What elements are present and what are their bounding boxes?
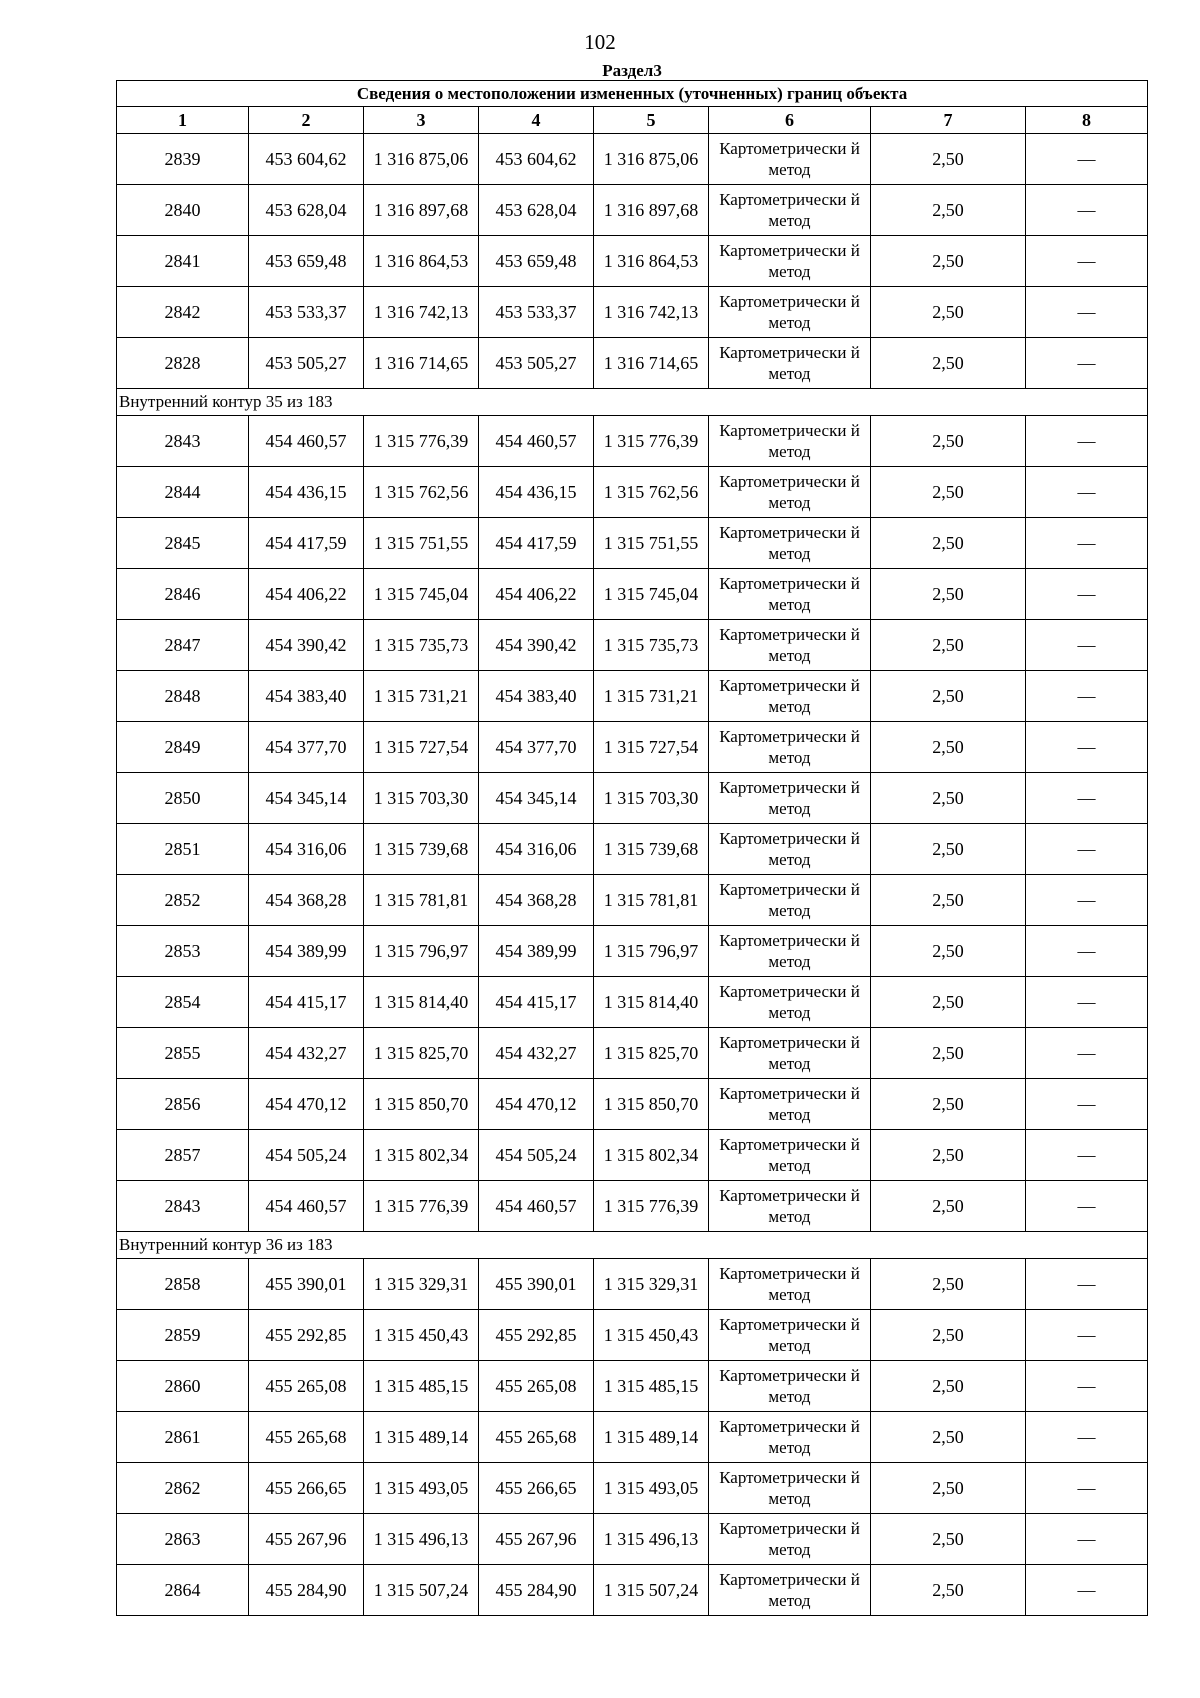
table-cell: —: [1026, 1310, 1148, 1361]
table-cell: 2864: [117, 1565, 249, 1616]
table-row: [117, 977, 1148, 1028]
table-cell: 454 316,06: [479, 824, 594, 875]
table-cell: 453 533,37: [479, 287, 594, 338]
table-cell: —: [1026, 1514, 1148, 1565]
table-cell: 1 315 796,97: [364, 926, 479, 977]
table-cell: 1 315 802,34: [364, 1130, 479, 1181]
table-cell: 1 315 825,70: [594, 1028, 709, 1079]
table-cell: 453 604,62: [479, 134, 594, 185]
table-cell: 2854: [117, 977, 249, 1028]
table-cell: 1 315 731,21: [594, 671, 709, 722]
table-cell: 455 267,96: [479, 1514, 594, 1565]
table-cell: 2852: [117, 875, 249, 926]
table-cell: 2,50: [871, 569, 1026, 620]
table-cell: 454 436,15: [479, 467, 594, 518]
table-row: [117, 1079, 1148, 1130]
table-cell: 2,50: [871, 134, 1026, 185]
table-cell: —: [1026, 569, 1148, 620]
table-cell: 2828: [117, 338, 249, 389]
table-cell: 2842: [117, 287, 249, 338]
contour-row: [117, 1232, 1148, 1259]
table-cell: 1 316 875,06: [364, 134, 479, 185]
table-cell: 1 315 825,70: [364, 1028, 479, 1079]
table-cell: 2,50: [871, 1412, 1026, 1463]
table-cell: 2841: [117, 236, 249, 287]
column-number: 7: [871, 107, 1026, 134]
table-cell: 454 470,12: [249, 1079, 364, 1130]
table-cell: 454 345,14: [249, 773, 364, 824]
table-cell: 1 315 496,13: [594, 1514, 709, 1565]
table-cell: —: [1026, 977, 1148, 1028]
table-cell: 2,50: [871, 671, 1026, 722]
table-cell: 454 368,28: [249, 875, 364, 926]
table-cell: —: [1026, 620, 1148, 671]
table-cell: 453 505,27: [249, 338, 364, 389]
table-cell: Картометрически й метод: [709, 1463, 871, 1514]
table-cell: Картометрически й метод: [709, 1028, 871, 1079]
table-cell: 2,50: [871, 620, 1026, 671]
table-cell: Картометрически й метод: [709, 773, 871, 824]
table-cell: —: [1026, 1181, 1148, 1232]
table-cell: 2853: [117, 926, 249, 977]
table-cell: 2851: [117, 824, 249, 875]
table-cell: 1 316 864,53: [364, 236, 479, 287]
table-cell: 1 315 493,05: [364, 1463, 479, 1514]
table-cell: 1 315 751,55: [364, 518, 479, 569]
table-row: [117, 671, 1148, 722]
table-cell: 455 265,68: [479, 1412, 594, 1463]
table-cell: 2,50: [871, 338, 1026, 389]
table-cell: 1 315 762,56: [594, 467, 709, 518]
table-cell: 1 315 493,05: [594, 1463, 709, 1514]
table-cell: —: [1026, 287, 1148, 338]
table-cell: 2,50: [871, 185, 1026, 236]
table-cell: 454 368,28: [479, 875, 594, 926]
table-cell: 454 417,59: [479, 518, 594, 569]
table-cell: 455 292,85: [249, 1310, 364, 1361]
table-cell: 454 460,57: [249, 416, 364, 467]
table-cell: Картометрически й метод: [709, 518, 871, 569]
table-cell: 455 265,08: [249, 1361, 364, 1412]
table-cell: 2860: [117, 1361, 249, 1412]
table-cell: 1 315 850,70: [594, 1079, 709, 1130]
table-row: [117, 1310, 1148, 1361]
table-cell: —: [1026, 1565, 1148, 1616]
table-cell: 2,50: [871, 1079, 1026, 1130]
table-row: [117, 1514, 1148, 1565]
table-cell: Картометрически й метод: [709, 1259, 871, 1310]
table-cell: 454 470,12: [479, 1079, 594, 1130]
table-cell: 2,50: [871, 1565, 1026, 1616]
table-cell: Картометрически й метод: [709, 620, 871, 671]
column-number: 3: [364, 107, 479, 134]
table-cell: —: [1026, 134, 1148, 185]
table-cell: 1 315 450,43: [594, 1310, 709, 1361]
table-cell: 453 505,27: [479, 338, 594, 389]
table-cell: 2863: [117, 1514, 249, 1565]
table-row: [117, 620, 1148, 671]
table-cell: —: [1026, 1028, 1148, 1079]
table-cell: 1 316 875,06: [594, 134, 709, 185]
table-cell: 2,50: [871, 1514, 1026, 1565]
table-cell: Картометрически й метод: [709, 1412, 871, 1463]
table-cell: 1 315 703,30: [594, 773, 709, 824]
table-cell: 2,50: [871, 977, 1026, 1028]
table-cell: —: [1026, 824, 1148, 875]
table-row: [117, 287, 1148, 338]
title-row: [117, 81, 1148, 107]
table-cell: —: [1026, 338, 1148, 389]
table-cell: 454 316,06: [249, 824, 364, 875]
table-cell: 454 436,15: [249, 467, 364, 518]
page-number: 102: [584, 30, 616, 54]
table-cell: 453 628,04: [479, 185, 594, 236]
table-cell: 455 267,96: [249, 1514, 364, 1565]
table-cell: 2850: [117, 773, 249, 824]
table-row: [117, 722, 1148, 773]
table-cell: 1 316 742,13: [364, 287, 479, 338]
table-cell: —: [1026, 926, 1148, 977]
table-cell: 1 315 727,54: [364, 722, 479, 773]
table-cell: 454 390,42: [479, 620, 594, 671]
contour-row: [117, 389, 1148, 416]
table-cell: 2,50: [871, 467, 1026, 518]
table-cell: 2843: [117, 416, 249, 467]
table-cell: 1 316 897,68: [594, 185, 709, 236]
table-row: [117, 1463, 1148, 1514]
table-cell: Картометрически й метод: [709, 236, 871, 287]
table-cell: 2859: [117, 1310, 249, 1361]
column-number: 5: [594, 107, 709, 134]
table-cell: Картометрически й метод: [709, 1310, 871, 1361]
table-row: [117, 1565, 1148, 1616]
table-cell: 2,50: [871, 773, 1026, 824]
table-cell: 453 659,48: [249, 236, 364, 287]
table-cell: 2,50: [871, 1181, 1026, 1232]
table-cell: 454 460,57: [479, 416, 594, 467]
table-cell: Картометрически й метод: [709, 467, 871, 518]
table-row: [117, 1130, 1148, 1181]
table-cell: Картометрически й метод: [709, 416, 871, 467]
table-cell: 1 315 850,70: [364, 1079, 479, 1130]
table-cell: 454 432,27: [249, 1028, 364, 1079]
table-cell: —: [1026, 773, 1148, 824]
table-row: [117, 467, 1148, 518]
table-cell: 454 383,40: [479, 671, 594, 722]
table-cell: 454 383,40: [249, 671, 364, 722]
table-cell: 454 505,24: [479, 1130, 594, 1181]
table-cell: Картометрически й метод: [709, 134, 871, 185]
table-cell: 453 659,48: [479, 236, 594, 287]
table-cell: 2,50: [871, 1028, 1026, 1079]
table-cell: 2846: [117, 569, 249, 620]
table-row: [117, 1181, 1148, 1232]
table-cell: 1 315 731,21: [364, 671, 479, 722]
table-cell: 1 315 745,04: [594, 569, 709, 620]
table-cell: 455 390,01: [249, 1259, 364, 1310]
table-cell: 2849: [117, 722, 249, 773]
table-cell: —: [1026, 1079, 1148, 1130]
table-cell: 454 390,42: [249, 620, 364, 671]
table-cell: Картометрически й метод: [709, 1514, 871, 1565]
table-cell: 2862: [117, 1463, 249, 1514]
table-cell: Картометрически й метод: [709, 977, 871, 1028]
table-cell: 1 315 507,24: [364, 1565, 479, 1616]
table-cell: 2,50: [871, 287, 1026, 338]
table-cell: —: [1026, 875, 1148, 926]
table-row: [117, 824, 1148, 875]
table-cell: —: [1026, 671, 1148, 722]
table-cell: 454 389,99: [479, 926, 594, 977]
table-cell: 1 315 727,54: [594, 722, 709, 773]
table-cell: 2,50: [871, 1361, 1026, 1412]
table-cell: 454 505,24: [249, 1130, 364, 1181]
table-cell: 454 406,22: [249, 569, 364, 620]
table-cell: Картометрически й метод: [709, 569, 871, 620]
table-cell: 1 315 450,43: [364, 1310, 479, 1361]
column-number: 4: [479, 107, 594, 134]
table-cell: 1 315 329,31: [364, 1259, 479, 1310]
table-cell: 454 432,27: [479, 1028, 594, 1079]
table-cell: 2,50: [871, 1463, 1026, 1514]
table-row: [117, 236, 1148, 287]
table-cell: 2858: [117, 1259, 249, 1310]
table-cell: 454 389,99: [249, 926, 364, 977]
table-cell: 453 533,37: [249, 287, 364, 338]
table-cell: 1 315 485,15: [594, 1361, 709, 1412]
table-cell: Картометрически й метод: [709, 1181, 871, 1232]
table-row: [117, 1412, 1148, 1463]
table-cell: 454 460,57: [479, 1181, 594, 1232]
table-cell: 2840: [117, 185, 249, 236]
table-cell: 455 284,90: [479, 1565, 594, 1616]
table-cell: 455 265,08: [479, 1361, 594, 1412]
table-cell: —: [1026, 236, 1148, 287]
section-label: Раздел3: [602, 60, 662, 80]
boundary-table: [116, 60, 1148, 1616]
column-number: 8: [1026, 107, 1148, 134]
table-cell: 1 315 735,73: [364, 620, 479, 671]
table-cell: 1 315 329,31: [594, 1259, 709, 1310]
table-cell: 2,50: [871, 722, 1026, 773]
table-cell: 1 315 739,68: [594, 824, 709, 875]
table-cell: 454 415,17: [479, 977, 594, 1028]
table-row: [117, 926, 1148, 977]
table-cell: 1 315 776,39: [594, 1181, 709, 1232]
column-number: 1: [117, 107, 249, 134]
table-cell: 1 315 776,39: [364, 1181, 479, 1232]
table-cell: 2855: [117, 1028, 249, 1079]
table-cell: 1 315 776,39: [594, 416, 709, 467]
table-cell: 1 315 485,15: [364, 1361, 479, 1412]
table-cell: 1 315 814,40: [364, 977, 479, 1028]
table-cell: —: [1026, 1259, 1148, 1310]
table-cell: 1 316 897,68: [364, 185, 479, 236]
section-row: [117, 60, 1148, 81]
table-cell: 2839: [117, 134, 249, 185]
table-cell: 455 292,85: [479, 1310, 594, 1361]
table-cell: 2845: [117, 518, 249, 569]
table-cell: 2843: [117, 1181, 249, 1232]
table-cell: —: [1026, 467, 1148, 518]
table-cell: Картометрически й метод: [709, 1130, 871, 1181]
table-title: Сведения о местоположении измененных (уточненных) границ объекта: [117, 81, 1148, 107]
table-row: [117, 185, 1148, 236]
column-number: 6: [709, 107, 871, 134]
table-cell: 2,50: [871, 1130, 1026, 1181]
table-cell: 455 266,65: [479, 1463, 594, 1514]
table-cell: —: [1026, 185, 1148, 236]
table-cell: 1 316 742,13: [594, 287, 709, 338]
table-cell: —: [1026, 1412, 1148, 1463]
table-cell: —: [1026, 1361, 1148, 1412]
table-cell: 455 265,68: [249, 1412, 364, 1463]
table-cell: 1 315 507,24: [594, 1565, 709, 1616]
table-cell: Картометрически й метод: [709, 185, 871, 236]
table-cell: —: [1026, 518, 1148, 569]
table-cell: 455 266,65: [249, 1463, 364, 1514]
table-cell: 1 316 714,65: [594, 338, 709, 389]
table-cell: Картометрически й метод: [709, 824, 871, 875]
table-cell: 1 315 735,73: [594, 620, 709, 671]
table-row: [117, 134, 1148, 185]
table-cell: 1 315 814,40: [594, 977, 709, 1028]
table-cell: 1 315 703,30: [364, 773, 479, 824]
table-cell: 2848: [117, 671, 249, 722]
table-cell: 1 315 751,55: [594, 518, 709, 569]
table-cell: 2,50: [871, 926, 1026, 977]
table-row: [117, 1361, 1148, 1412]
table-row: [117, 416, 1148, 467]
table-row: [117, 518, 1148, 569]
table-cell: 454 417,59: [249, 518, 364, 569]
table-cell: Картометрически й метод: [709, 1565, 871, 1616]
table-cell: 2856: [117, 1079, 249, 1130]
table-cell: 2,50: [871, 236, 1026, 287]
table-cell: 2847: [117, 620, 249, 671]
table-cell: 454 345,14: [479, 773, 594, 824]
table-row: [117, 773, 1148, 824]
table-cell: 454 377,70: [249, 722, 364, 773]
table-cell: 2,50: [871, 1310, 1026, 1361]
table-cell: 1 316 714,65: [364, 338, 479, 389]
table-cell: —: [1026, 416, 1148, 467]
table-cell: Картометрически й метод: [709, 1361, 871, 1412]
table-cell: —: [1026, 1463, 1148, 1514]
column-number: 2: [249, 107, 364, 134]
table-cell: Картометрически й метод: [709, 287, 871, 338]
table-cell: 2,50: [871, 875, 1026, 926]
table-cell: 2844: [117, 467, 249, 518]
table-cell: 454 406,22: [479, 569, 594, 620]
table-cell: 454 460,57: [249, 1181, 364, 1232]
table-cell: —: [1026, 722, 1148, 773]
table-cell: 455 390,01: [479, 1259, 594, 1310]
table-cell: 454 415,17: [249, 977, 364, 1028]
table-row: [117, 875, 1148, 926]
table-cell: 2,50: [871, 518, 1026, 569]
table-cell: 1 315 776,39: [364, 416, 479, 467]
table-cell: 2,50: [871, 416, 1026, 467]
table-cell: —: [1026, 1130, 1148, 1181]
table-cell: 1 315 496,13: [364, 1514, 479, 1565]
table-cell: 2,50: [871, 1259, 1026, 1310]
table-cell: 453 604,62: [249, 134, 364, 185]
table-cell: Картометрически й метод: [709, 1079, 871, 1130]
table-body: [117, 60, 1148, 1616]
table-row: [117, 1259, 1148, 1310]
table-cell: 2,50: [871, 824, 1026, 875]
table-cell: 1 315 781,81: [364, 875, 479, 926]
table-row: [117, 569, 1148, 620]
table-cell: 455 284,90: [249, 1565, 364, 1616]
table-cell: 454 377,70: [479, 722, 594, 773]
table-cell: 1 315 489,14: [364, 1412, 479, 1463]
column-number-row: [117, 107, 1148, 134]
table-cell: 453 628,04: [249, 185, 364, 236]
contour-label: Внутренний контур 36 из 183: [117, 1232, 1148, 1259]
table-row: [117, 1028, 1148, 1079]
table-cell: 1 315 745,04: [364, 569, 479, 620]
table-cell: Картометрически й метод: [709, 926, 871, 977]
table-cell: 1 315 781,81: [594, 875, 709, 926]
table-cell: 1 315 796,97: [594, 926, 709, 977]
table-cell: Картометрически й метод: [709, 671, 871, 722]
table-cell: 2857: [117, 1130, 249, 1181]
table-cell: 1 315 802,34: [594, 1130, 709, 1181]
contour-label: Внутренний контур 35 из 183: [117, 389, 1148, 416]
table-cell: 1 316 864,53: [594, 236, 709, 287]
table-cell: 1 315 762,56: [364, 467, 479, 518]
table-cell: 1 315 739,68: [364, 824, 479, 875]
table-cell: Картометрически й метод: [709, 722, 871, 773]
table-cell: 2861: [117, 1412, 249, 1463]
table-cell: 1 315 489,14: [594, 1412, 709, 1463]
table-cell: Картометрически й метод: [709, 875, 871, 926]
table-row: [117, 338, 1148, 389]
table-cell: Картометрически й метод: [709, 338, 871, 389]
